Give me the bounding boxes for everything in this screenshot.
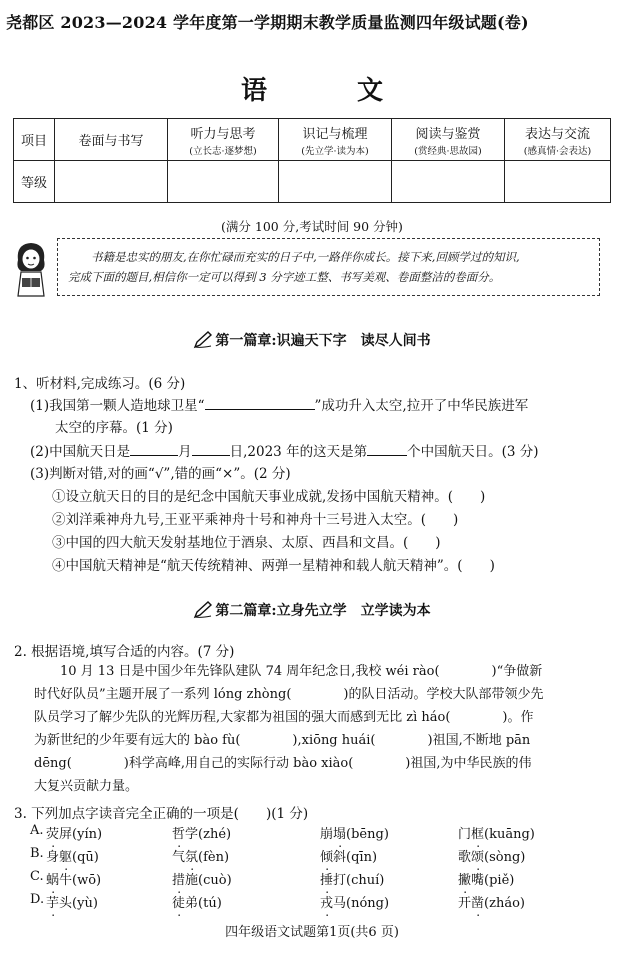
q1-part1-line2: 太空的序幕。(1 分) (55, 420, 173, 436)
grade-cell[interactable] (279, 161, 392, 203)
option-word: 崩塌(bēng) (320, 827, 389, 842)
option-word: 捶打(chuí) (320, 873, 385, 888)
pen-icon (193, 331, 213, 349)
exam-header-title: 尧都区 2023—2024 学年度第一学期期末教学质量监测四年级试题(卷) (6, 13, 529, 32)
chapter-2-title: 第二篇章:立身先立学 立学读为本 (0, 600, 624, 620)
q3-option-row-a[interactable] (30, 823, 590, 846)
option-word: 戎马(nóng) (320, 896, 390, 911)
grade-cell[interactable] (505, 161, 611, 203)
grade-table-grade-row (14, 161, 611, 203)
option-word: 倾斜(qīn) (320, 850, 378, 865)
option-word: 撇嘴(piě) (458, 873, 515, 888)
option-word: 措施(cuò) (172, 873, 232, 888)
q1-stem: 1、听材料,完成练习。(6 分) (14, 376, 186, 392)
grade-col-1: 卷面与书写 (55, 119, 168, 161)
subject-char-1: 语 (240, 76, 267, 106)
option-word: 身躯(qū) (46, 850, 99, 865)
grade-col-3: 识记与梳理 (先立学·读为本) (279, 119, 392, 161)
option-word: 蜗牛(wō) (46, 873, 102, 888)
option-label: D. (30, 892, 45, 907)
option-word: 哲学(zhé) (172, 827, 232, 842)
option-word: 徒弟(tú) (172, 896, 222, 911)
option-label: B. (30, 846, 44, 861)
grade-col-2: 听力与思考 (立长志·逐梦想) (168, 119, 279, 161)
q2-line[interactable]: 队员学习了解少先队的光辉历程,大家都为祖国的强大而感到无比 zì háo( )。作 (34, 710, 534, 725)
grade-table-grade-label: 等级 (14, 161, 55, 203)
q2-passage (34, 660, 610, 798)
q2-line[interactable]: 时代好队员”主题开展了一系列 lóng zhòng( )的队日活动。学校大队部带领少先 (34, 687, 544, 702)
answer-blank[interactable] (192, 443, 230, 456)
option-word: 芋头(yù) (46, 896, 98, 911)
q2-line[interactable]: 10 月 13 日是中国少年先锋队建队 74 周年纪念日,我校 wéi rào( )“争做新 (60, 664, 543, 679)
judge-item-2[interactable]: ②刘洋乘神舟九号,王亚平乘神舟十号和神舟十三号进入太空。( ) (52, 512, 459, 528)
q1-part2: (2)中国航天日是 月 日,2023 年的这天是第 个中国航天日。(3 分) (30, 444, 539, 460)
chapter-1-title: 第一篇章:识遍天下字 读尽人间书 (0, 330, 624, 350)
q2-line[interactable]: 为新世纪的少年要有远大的 bào fù( ),xiōng huái( )祖国,不断地 pān (34, 733, 531, 748)
note-line-1: 书籍是忠实的朋友,在你忙碌而充实的日子中,一路伴你成长。接下来,回顾学过的知识, (91, 250, 520, 264)
q3-options (30, 823, 590, 915)
q3-option-row-c[interactable] (30, 869, 590, 892)
grade-cell[interactable] (168, 161, 279, 203)
option-word: 开凿(zháo) (458, 896, 525, 911)
q3-stem: 3. 下列加点字读音完全正确的一项是( )(1 分) (14, 806, 309, 822)
q1-part1-line1: (1)我国第一颗人造地球卫星“ ”成功升入太空,拉开了中华民族进军 (30, 398, 529, 414)
grade-cell[interactable] (55, 161, 168, 203)
subject-char-2: 文 (357, 76, 384, 106)
option-word: 歌颂(sòng) (458, 850, 526, 865)
answer-blank[interactable] (205, 397, 315, 410)
option-word: 荧屏(yín) (46, 827, 103, 842)
girl-reading-icon (10, 238, 52, 298)
grade-table-header-row (14, 119, 611, 161)
q2-line[interactable]: dēng( )科学高峰,用自己的实际行动 bào xiào( )祖国,为中华民族的伟 (34, 756, 532, 771)
q2-line: 大复兴贡献力量。 (34, 779, 139, 794)
pen-icon (193, 601, 213, 619)
option-label: C. (30, 869, 44, 884)
answer-blank[interactable] (130, 443, 178, 456)
full-mark-note: (满分 100 分,考试时间 90 分钟) (221, 219, 403, 234)
q1-part3-stem: (3)判断对错,对的画“√”,错的画“×”。(2 分) (30, 466, 291, 482)
judge-item-3[interactable]: ③中国的四大航天发射基地位于酒泉、太原、西昌和文昌。( ) (52, 535, 441, 551)
grade-col-4: 阅读与鉴赏 (赏经典·思故园) (392, 119, 505, 161)
subject-title (0, 70, 624, 107)
page-footer: 四年级语文试题第1页(共6 页) (225, 925, 399, 940)
q3-option-row-d[interactable] (30, 892, 590, 915)
grade-table (13, 118, 611, 203)
grade-cell[interactable] (392, 161, 505, 203)
option-word: 门框(kuāng) (458, 827, 535, 842)
grade-table-item-label: 项目 (14, 119, 55, 161)
option-word: 气氛(fèn) (172, 850, 230, 865)
q3-option-row-b[interactable] (30, 846, 590, 869)
answer-blank[interactable] (367, 443, 407, 456)
judge-item-1[interactable]: ①设立航天日的目的是纪念中国航天事业成就,发扬中国航天精神。( ) (52, 489, 486, 505)
option-label: A. (30, 823, 44, 838)
note-line-2: 完成下面的题目,相信你一定可以得到 3 分字迹工整、书写美观、卷面整洁的卷面分。 (68, 270, 501, 284)
judge-item-4[interactable]: ④中国航天精神是“航天传统精神、两弹一星精神和载人航天精神”。( ) (52, 558, 495, 574)
grade-col-5: 表达与交流 (感真情·会表达) (505, 119, 611, 161)
q2-stem: 2. 根据语境,填写合适的内容。(7 分) (14, 644, 235, 660)
intro-note-box (57, 238, 600, 296)
